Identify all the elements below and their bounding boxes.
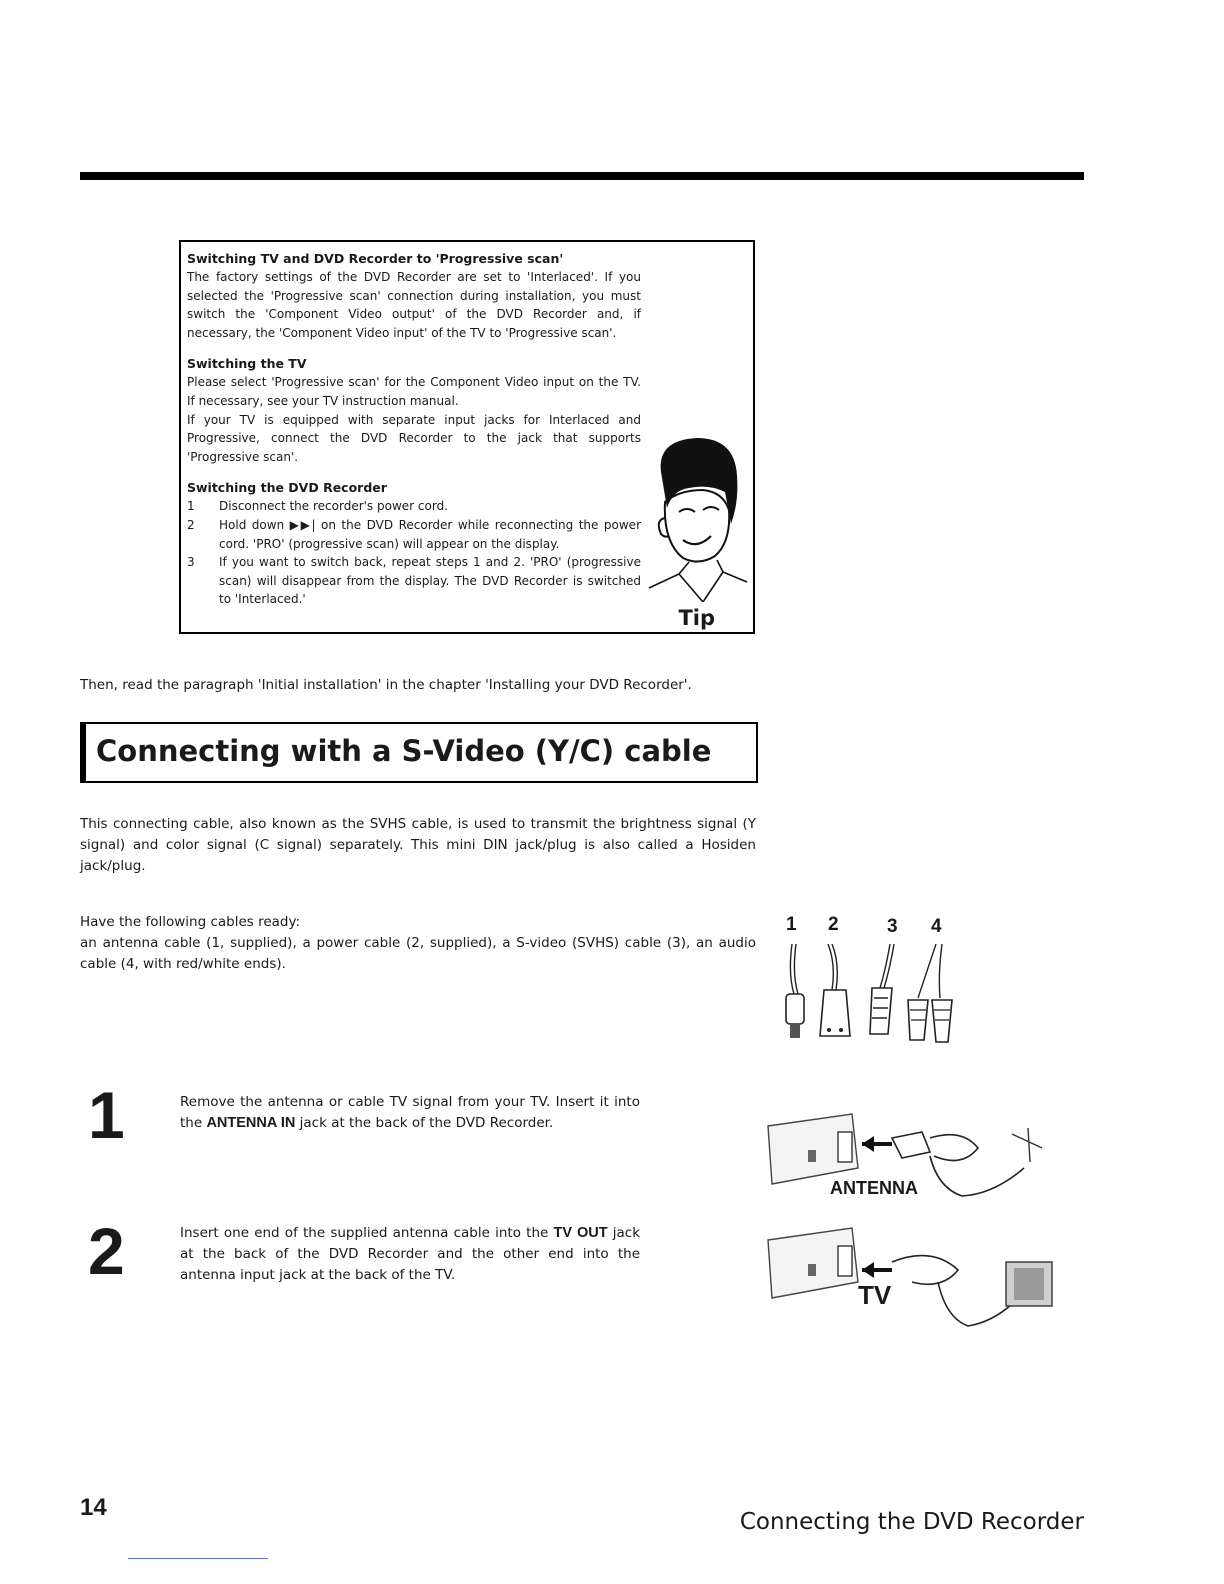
tip-mascot-illustration xyxy=(639,432,751,602)
antenna-in-label: ANTENNA IN xyxy=(206,1115,296,1131)
step-1-text: Remove the antenna or cable TV signal from your TV. Insert it into the ANTENNA IN jack at the back of the DVD Recorder. xyxy=(180,1094,640,1131)
step-text: Hold down ▶▶| on the DVD Recorder while reconnecting the power cord. 'PRO' (progressive scan) will appear on the display. xyxy=(219,517,641,551)
tip-box xyxy=(179,240,755,634)
page-number: 14 xyxy=(80,1494,107,1521)
cable-label-3: 3 xyxy=(887,916,898,937)
cables-line-1: Have the following cables ready: xyxy=(80,914,301,930)
tv-connection-illustration xyxy=(762,1222,1056,1334)
tv-text-2: If your TV is equipped with separate input jacks for Interlaced and Progressive, connect the DVD Recorder to the jack that supports 'Progressive scan'. xyxy=(187,412,641,464)
tip-content xyxy=(187,250,641,609)
then-paragraph: Then, read the paragraph 'Initial installation' in the chapter 'Installing your DVD Recorder'. xyxy=(80,677,692,693)
step-number: 1 xyxy=(187,499,195,514)
top-rule xyxy=(80,172,1084,180)
step-2-number: 2 xyxy=(88,1214,125,1288)
section-heading-box xyxy=(80,722,758,783)
tv-heading: Switching the TV xyxy=(187,356,307,372)
bottom-link-line xyxy=(128,1558,268,1559)
chapter-footer-title: Connecting the DVD Recorder xyxy=(739,1509,1084,1535)
recorder-step xyxy=(187,497,641,516)
recorder-step xyxy=(187,553,641,609)
step-2-text: Insert one end of the supplied antenna cable into the TV OUT jack at the back of the DVD Recorder and the other end into the antenna input jack at the back of the TV. xyxy=(180,1225,641,1283)
cable-label-2: 2 xyxy=(828,914,839,935)
tip-label: Tip xyxy=(678,606,715,630)
cable-label-4: 4 xyxy=(931,916,942,937)
step-1-number: 1 xyxy=(88,1078,125,1152)
recorder-heading: Switching the DVD Recorder xyxy=(187,480,387,496)
tv-text-1: Please select 'Progressive scan' for the Component Video input on the TV. If necessary, see your TV instruction manual. xyxy=(187,375,641,408)
step-text: If you want to switch back, repeat steps 1 and 2. 'PRO' (progressive scan) will disappear from the display. The DVD Recorder is switched to 'Interlaced.' xyxy=(219,555,641,607)
antenna-figure-label: ANTENNA xyxy=(830,1178,918,1198)
cables-line-2: an antenna cable (1, supplied), a power cable (2, supplied), a S-video (SVHS) cable (3), an audio cable (4, with red/white ends). xyxy=(80,935,756,972)
cable-label-1: 1 xyxy=(786,914,797,935)
tv-figure-label: TV xyxy=(858,1280,892,1310)
tv-out-label: TV OUT xyxy=(553,1225,608,1241)
tip-title: Switching TV and DVD Recorder to 'Progressive scan' xyxy=(187,251,564,266)
tip-intro: The factory settings of the DVD Recorder are set to 'Interlaced'. If you selected the 'Progressive scan' connection during installation, you must switch the 'Component Video output' of the DVD Recorder and, if necessary, the 'Component Video input' of the TV to 'Progressive scan'. xyxy=(187,270,641,340)
section-heading: Connecting with a S-Video (Y/C) cable xyxy=(96,734,712,768)
recorder-step xyxy=(187,516,641,553)
intro-paragraph: This connecting cable, also known as the SVHS cable, is used to transmit the brightness signal (Y signal) and color signal (C signal) separately. This mini DIN jack/plug is also called a Hosiden jack/plug. xyxy=(80,816,756,874)
cables-paragraph xyxy=(80,912,756,975)
step-number: 3 xyxy=(187,555,195,570)
cables-illustration xyxy=(776,944,966,1056)
step-number: 2 xyxy=(187,517,195,532)
step-text: Disconnect the recorder's power cord. xyxy=(219,499,448,514)
